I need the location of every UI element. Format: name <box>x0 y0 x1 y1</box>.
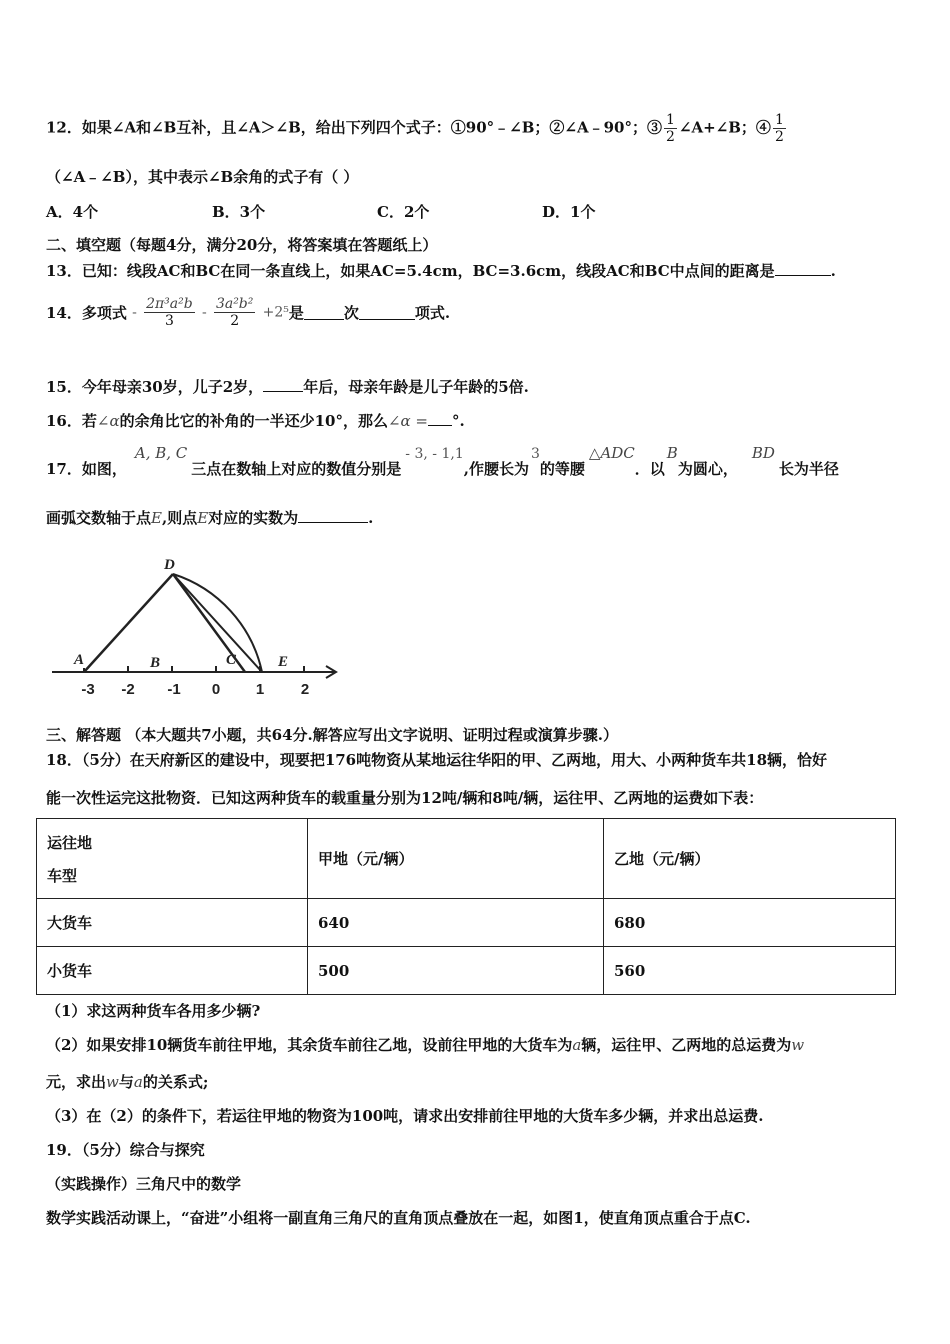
table-header-cell: 运往地 车型 <box>37 819 308 899</box>
number-line-figure <box>48 552 348 702</box>
fraction-half: $\frac{1}{2}$ <box>774 112 784 145</box>
tick-label: 2 <box>300 681 310 698</box>
segment-de <box>173 574 262 672</box>
option-d: D．1个 <box>542 203 596 221</box>
tick-label: 0 <box>211 681 221 698</box>
q18-sub2-cont: 元，求出w与a的关系式; <box>46 1073 209 1091</box>
q13: 13．已知：线段AC和BC在同一条直线上，如果AC=5.4cm，BC=3.6cm，线段AC和BC中点间的距离是 . <box>46 262 836 280</box>
q14: 14．多项式 - $\frac{\text{2π³a²b}}{3}$ - $\frac{\text{3a²b²}}{2}$ +2⁵是 次 项式. <box>46 296 451 329</box>
q16: 16．若∠α的余角比它的补角的一半还少10°，那么∠α = °. <box>46 412 465 430</box>
q19-subtitle: （实践操作）三角尺中的数学 <box>46 1175 242 1193</box>
q15: 15．今年母亲30岁，儿子2岁， 年后，母亲年龄是儿子年龄的5倍. <box>46 378 529 396</box>
q12-line1: 12．如果∠A和∠B互补，且∠A＞∠B，给出下列四个式子：①90°﹣∠B；②∠A﹣90°；③ $\frac{1}{2}$ ∠A+∠B；④ $\frac{1}{2}$ <box>46 112 784 145</box>
tick-label: -2 <box>121 681 135 698</box>
fraction-half: $\frac{1}{2}$ <box>665 112 675 145</box>
q18-sub2: （2）如果安排10辆货车前往甲地，其余货车前往乙地，设前往甲地的大货车为a辆，运往甲、乙两地的总运费为w <box>46 1036 805 1054</box>
section-2-heading: 二、填空题（每题4分，满分20分，将答案填在答题纸上） <box>46 236 438 254</box>
freight-cost-table <box>36 818 896 995</box>
q19-text: 数学实践活动课上，“奋进”小组将一副直角三角尺的直角顶点叠放在一起，如图1，使直角顶点重合于点C. <box>46 1209 751 1227</box>
q18-line2: 能一次性运完这批物资．已知这两种货车的载重量分别为12吨/辆和8吨/辆，运往甲、乙两地的运费如下表： <box>46 789 764 807</box>
q18-sub1: （1）求这两种货车各用多少辆? <box>46 1002 261 1020</box>
q18-line1: 18．（5分）在天府新区的建设中，现要把176吨物资从某地运往华阳的甲、乙两地，用大、小两种货车共18辆，恰好 <box>46 751 828 769</box>
label-b: B <box>150 655 161 671</box>
fraction-term-2: $\frac{\text{3a²b²}}{2}$ <box>215 296 254 329</box>
q17-line2: 画弧交数轴于点E,则点E对应的实数为 . <box>46 509 374 527</box>
label-a: A <box>74 652 85 668</box>
option-a: A．4个 <box>46 203 99 221</box>
table-row: 大货车 640 680 <box>37 899 896 947</box>
q12-line2: （∠A﹣∠B），其中表示∠B余角的式子有（ ） <box>46 168 359 186</box>
tick-label: 1 <box>255 681 265 698</box>
label-d: D <box>164 557 175 573</box>
tick-label: -3 <box>81 681 95 698</box>
option-b: B．3个 <box>212 203 266 221</box>
option-c: C．2个 <box>377 203 430 221</box>
tick-label: -1 <box>167 681 181 698</box>
table-header-cell: 乙地（元/辆） <box>604 819 896 899</box>
section-3-heading: 三、解答题 （本大题共7小题，共64分.解答应写出文字说明、证明过程或演算步骤.） <box>46 726 618 744</box>
table-header-cell: 甲地（元/辆） <box>308 819 604 899</box>
label-e: E <box>278 654 289 670</box>
table-row: 小货车 500 560 <box>37 947 896 995</box>
answer-blank <box>775 261 831 276</box>
q19-title: 19．（5分）综合与探究 <box>46 1141 205 1159</box>
q18-sub3: （3）在（2）的条件下，若运往甲地的物资为100吨，请求出安排前往甲地的大货车多少辆，并求出总运费. <box>46 1107 764 1125</box>
label-c: C <box>226 652 237 668</box>
q17-line1: 17．如图，A, B, C三点在数轴上对应的数值分别是- 3, - 1,1,作腰长为3的等腰△ADC．以B为圆心，BD长为半径 <box>46 444 839 478</box>
fraction-term-1: $\frac{\text{2π³a²b}}{3}$ <box>146 296 193 329</box>
q12-options <box>46 201 906 221</box>
